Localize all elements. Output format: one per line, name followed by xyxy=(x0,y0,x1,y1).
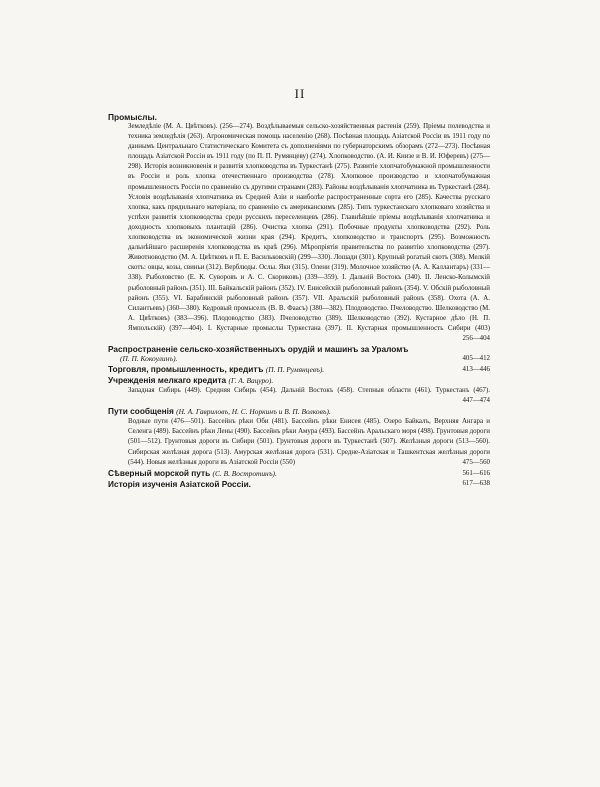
section-title-tools xyxy=(108,344,490,354)
page-range-history: 617—638 xyxy=(462,479,490,487)
history-title: Исторія изученія Азіатской Россіи. xyxy=(108,478,251,489)
section-title-trade xyxy=(108,364,490,375)
section-title-promysly: Промыслы. xyxy=(108,112,157,122)
section-text-credit xyxy=(108,386,490,406)
tools-author: (П. П. Кокоулинъ). xyxy=(120,354,178,364)
toc-entry-sea xyxy=(108,468,490,479)
routes-title: Пути сообщенія xyxy=(108,406,174,417)
toc-entry-history xyxy=(108,479,490,489)
sea-title: Сѣверный морской путь xyxy=(108,467,211,478)
credit-text: Западная Сибирь (449). Средняя Сибирь (454). Дальній Востокъ (458). Степныя области (461). Туркестанъ (467). xyxy=(128,387,490,395)
routes-text: Водные пути (476—501). Бассейнъ рѣки Оби (481). Бассейнъ рѣки Енисея (485). Озеро Байкалъ, Верхняя Ангара и Селенга (489). Бассейнъ рѣки Лены (490). Бассейнъ рѣки Амура (493). Бассейнъ Аральскаго моря (498). Грунтовыя дороги (501—512). Грунтовыя дороги въ Сибири (501). Грунтовыя дороги въ Туркестанѣ (507). Желѣзныя дороги (513—560). Сибирская желѣзная дорога (513). Амурская желѣзная дорога (531). Средне-Азіатская и Ташкентская желѣзныя дороги (544). Новыя желѣзныя дороги въ Азіатской Россіи (550) xyxy=(128,418,490,466)
toc-entry-tools xyxy=(108,344,490,364)
section-title-credit xyxy=(108,375,490,386)
trade-title: Торговля, промышленность, кредитъ xyxy=(108,364,264,375)
section-text-routes xyxy=(108,417,490,467)
tools-title: Распространеніе сельско-хозяйственныхъ орудій и машинъ за Ураломъ xyxy=(108,344,409,355)
page-range-routes: 475—560 xyxy=(462,458,490,466)
section-title-sea xyxy=(108,468,490,479)
toc-entry-credit xyxy=(108,375,490,406)
page-range-credit: 447—474 xyxy=(462,397,490,405)
page-range-trade: 413—446 xyxy=(462,366,490,374)
section-title-history xyxy=(108,479,490,489)
routes-author: (Н. А. Гавриловъ, Н. С. Норкинъ и В. П. Волковъ). xyxy=(176,407,331,417)
trade-author: (П. П. Румянцевъ). xyxy=(265,365,325,375)
sea-author: (С. В. Востротинъ). xyxy=(212,468,277,478)
credit-title: Учрежденія мелкаго кредита xyxy=(108,375,227,386)
page-range-tools: 405—412 xyxy=(462,355,490,363)
page-range-promysly: 256—404 xyxy=(462,335,490,343)
page-number: II xyxy=(294,86,306,101)
toc-entry-promysly xyxy=(108,112,490,344)
page-range-sea: 561—616 xyxy=(462,469,490,477)
credit-author: (Г. А. Вацуро). xyxy=(228,376,274,386)
table-of-contents xyxy=(108,112,490,489)
promysly-text: Земледѣліе (М. А. Цвѣтковъ). (256—274). Воздѣлываемыя сельско-хозяйственныя растенія (259). Пріемы полеводства и техника земледѣлія (263). Агрономическая помощь населенію (268). Посѣвная площадь Азіатской Россіи въ 1911 году по даннымъ Центральнаго Статистическаго Комитета съ дополненіями по губернаторскимъ обзорамъ (272—273). Посѣвная площадь Азіатской Россіи въ 1911 году (по П. П. Румянцеву) (274). Хлопководство. (А. И. Книзе и В. И. Юферевъ) (275—298). Исторія возникновенія и развитія хлопководства въ Туркестанѣ (275). Развитіе хлопчатобумажной промышленности въ Россіи и роль хлопка отечественнаго производства (278). Хлопковое производство и хлопчатобумажная промышленность Россіи по сравненію съ другими странами (283). Районы воздѣлыванія хлопчатника въ Туркестанѣ (284). Условія воздѣлыванія хлопчатника въ Средней Азіи и наиболѣе распространенные сорта его (285). Качества русскаго хлопка, какъ прядильнаго матеріала, по сравненію съ американскимъ (285). Типъ туркестанскаго хлопковаго хозяйства и успѣхи развитія хлопководства среди русскихъ переселенцевъ (286). Главнѣйшіе пріемы воздѣлыванія хлопчатника и доходность хлопковыхъ плантацій (286). Очистка хлопка (291). Побочные продукты хлопководства (292). Роль хлопководства въ экономической жизни края (294). Кредитъ, хлопководство и транспортъ (295). Возможность дальнѣйшаго расширенія хлопководства въ краѣ (296). Мѣропріятія правительства по развитію хлопководства (297). Животноводство (М. А. Цвѣтковъ и П. Е. Васильковскій) (299—330). Лошади (301). Крупный рогатый скотъ (308). Мелкій скотъ: овцы, козы, свиньи (312). Верблюды. Ослы. Яки (315). Олени (319). Молочное хозяйство (А. А. Каллантаръ) (331—338). Рыболовство (Е. К. Суворовъ и А. С. Скориковъ) (339—359). I. Дальній Востокъ (340). II. Ленско-Колымскій рыболовный районъ (351). III. Байкальскій районъ (352). IV. Енисейскій рыболовный районъ (354). V. Обскій рыболовный районъ (355). VI. Барабинскій рыболовный районъ (357). VII. Аральскій рыболовный районъ (358). Охота (А. А. Силантьевъ) (360—380). Кедровый промыселъ (В. В. Фаасъ) (380—382). Плодоводство. Пчеловодство. Шелководство (М. А. Цвѣтковъ) (383—396). Плодоводство (383). Пчеловодство (389). Шелководство (392). Кустарное дѣло (Н. П. Ямпольскій) (397—404). I. Кустарные промыслы Туркестана (397). II. Кустарная промышленность Сибири (403) xyxy=(128,123,490,332)
toc-entry-trade xyxy=(108,364,490,375)
section-title-routes xyxy=(108,406,490,417)
toc-entry-routes xyxy=(108,406,490,467)
section-text-promysly xyxy=(108,122,490,344)
